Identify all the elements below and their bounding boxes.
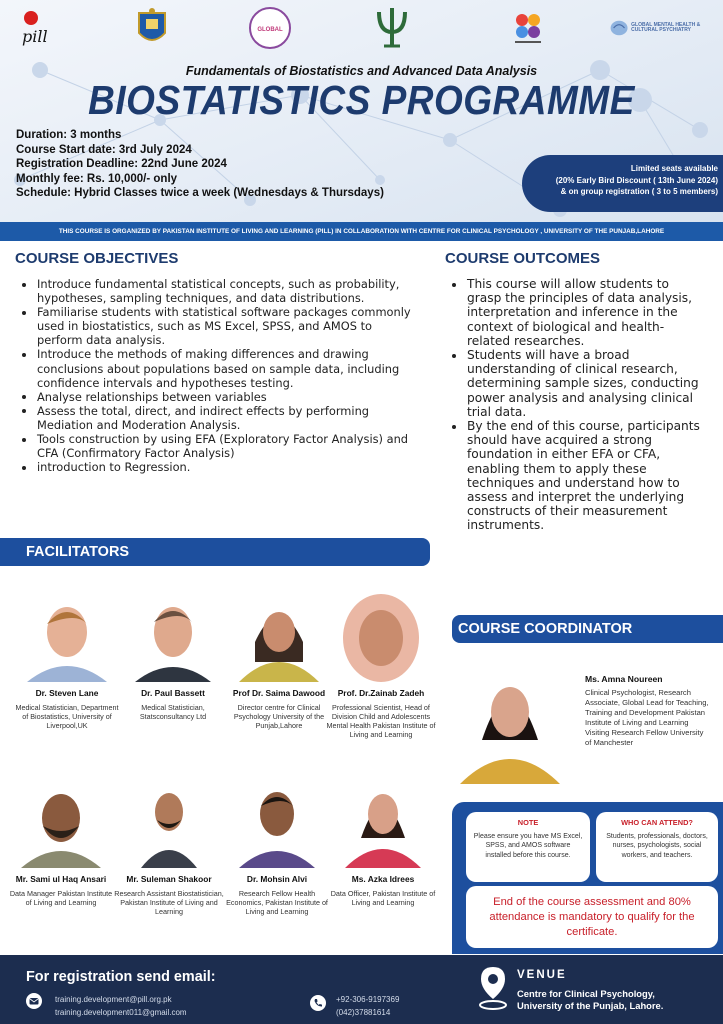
facilitator-photo	[237, 592, 321, 682]
who-can-attend-text: Students, professionals, doctors, nurses, psychologists, social workers, and teachers.	[606, 833, 708, 859]
facilitator-name: Prof. Dr.Zainab Zadeh	[337, 688, 425, 698]
header	[0, 0, 723, 222]
objective-item: Introduce fundamental statistical concepts, such as probability, hypotheses, sampling techniques, and data distributions.	[15, 277, 415, 305]
duration-text: Duration: 3 months	[16, 129, 122, 141]
facilitator-name: Mr. Suleman Shakoor	[126, 874, 212, 884]
facilitator-role: Research Assistant Biostatistician, Pakistan Institute of Living and Learning	[114, 889, 224, 916]
fee-text: Monthly fee: Rs. 10,000/- only	[16, 172, 178, 185]
facilitator-role: Professional Scientist, Head of Division Child and Adolescents Mental Health Pakistan Institute of Living and Learning	[326, 703, 436, 739]
facilitator-photo	[25, 592, 109, 682]
facilitator-role: Data Officer, Pakistan Institute of Living and Learning	[330, 889, 436, 907]
objective-item: Tools construction by using EFA (Exploratory Factor Analysis) and CFA (Confirmatory Factor Analysis)	[15, 432, 415, 460]
punjab-university-logo	[136, 6, 168, 50]
facilitator-photo	[341, 778, 425, 868]
mental-health-logo	[610, 6, 710, 50]
phone-number[interactable]: +92-306-9197369	[336, 995, 400, 1004]
course-subtitle: Fundamentals of Biostatistics and Advanced Data Analysis	[185, 64, 538, 78]
venue-title: VENUE	[517, 969, 567, 981]
coordinator-name: Ms. Amna Noureen	[585, 674, 663, 684]
facilitator-role: Director centre for Clinical Psychology University of the Punjab,Lahore	[233, 703, 325, 730]
coordinator-role: Clinical Psychologist, Research Associate, Global Lead for Teaching, Training and Development Pakistan Institute of Living and Learning Visiting Research Fellow University of Manchester	[585, 688, 709, 748]
facilitator-card	[6, 778, 116, 907]
facilitator-card	[326, 592, 436, 739]
mail-icon	[26, 993, 42, 1009]
facilitator-role: Medical Statistician, Statsconsultancy Ltd	[139, 703, 207, 721]
venue-line: University of the Punjab, Lahore.	[517, 1000, 664, 1011]
facilitator-photo	[339, 592, 423, 682]
facilitator-role: Medical Statistician, Department of Biostatistics, University of Liverpool,UK	[15, 703, 119, 730]
mental-health-logo-text: GLOBAL MENTAL HEALTH & CULTURAL PSYCHIATRY	[631, 21, 701, 33]
deadline-text: Registration Deadline: 22nd June 2024	[16, 158, 227, 170]
facilitator-card	[222, 778, 332, 916]
note-title: NOTE	[517, 818, 539, 827]
course-info	[16, 128, 384, 201]
facilitator-photo	[131, 592, 215, 682]
limited-seats-badge	[522, 155, 723, 212]
facilitator-name: Dr. Steven Lane	[35, 688, 99, 698]
objective-item: Assess the total, direct, and indirect effects by performing Mediation and Moderation Analysis.	[15, 404, 415, 432]
outcomes-title: COURSE OUTCOMES	[445, 250, 601, 267]
seats-line-2: (20% Early Bird Discount ( 13th June 2024) & on group registration ( 3 to 5 members)	[555, 175, 718, 196]
partner-logos	[0, 6, 723, 54]
note-text: Please ensure you have MS Excel, SPSS, and AMOS software installed before this course.	[473, 833, 583, 859]
outcomes-list	[445, 277, 703, 533]
who-can-attend-box	[596, 812, 718, 882]
facilitator-name: Mr. Sami ul Haq Ansari	[15, 874, 107, 884]
outcome-item: Students will have a broad understanding of clinical research, determining sample sizes, conducting power analysis and analysing clinical trial data.	[445, 348, 703, 419]
facilitator-name: Ms. Azka Idrees	[351, 874, 415, 884]
facilitator-name: Dr. Paul Bassett	[141, 688, 205, 698]
facilitator-card	[118, 592, 228, 721]
outcome-item: By the end of this course, participants should have acquired a strong foundation in either EFA or CFA, enabling them to apply these techniques and understand how to assess and interpret the underlying constructs of their measurement instruments.	[445, 419, 703, 533]
schedule-text: Schedule: Hybrid Classes twice a week (Wednesdays & Thursdays)	[16, 187, 384, 199]
ccp-logo	[511, 6, 545, 50]
facilitator-name: Dr. Mohsin Alvi	[246, 874, 308, 884]
phone-number[interactable]: (042)37881614	[336, 1008, 391, 1017]
note-box	[466, 812, 590, 882]
phone-list	[336, 993, 399, 1019]
footer	[0, 955, 723, 1024]
coordinator-photo	[456, 660, 564, 784]
phone-icon	[310, 995, 326, 1011]
objective-item: Introduce the methods of making differences and drawing conclusions about populations based on sample data, including confidence intervals and hypotheses testing.	[15, 347, 415, 389]
facilitator-card	[114, 778, 224, 916]
certificate-notice: End of the course assessment and 80% attendance is mandatory to qualify for the certificate.	[466, 886, 718, 948]
facilitators-title: FACILITATORS	[0, 538, 430, 566]
start-date-text: Course Start date: 3rd July 2024	[16, 143, 192, 156]
venue-address	[517, 988, 663, 1012]
objective-item: Familiarise students with statistical software packages commonly used in biostatistics, such as MS Excel, SPSS, and AMOS to perform data analysis.	[15, 305, 415, 347]
facilitator-name: Prof Dr. Saima Dawood	[232, 688, 326, 698]
facilitator-card	[328, 778, 438, 907]
facilitator-photo	[235, 778, 319, 868]
venue-line: Centre for Clinical Psychology,	[517, 988, 655, 999]
objectives-list	[15, 277, 415, 474]
outcome-item: This course will allow students to grasp the principles of data analysis, interpretation and inference in the context of biological and health-related researches.	[445, 277, 703, 348]
facilitator-role: Data Manager Pakistan Institute of Living and Learning	[9, 889, 113, 907]
email-link[interactable]: training.development@pill.org.pk	[55, 995, 172, 1004]
manchester-global-foundation-logo	[248, 6, 292, 50]
svg-text:GLOBAL: GLOBAL	[257, 27, 283, 33]
facilitator-photo	[19, 778, 103, 868]
psi-logo	[375, 6, 409, 50]
objective-item: Analyse relationships between variables	[15, 390, 415, 404]
page-title: BIOSTATISTICS PROGRAMME	[88, 77, 635, 123]
location-pin-icon	[476, 965, 510, 1013]
email-link[interactable]: training.development011@gmail.com	[55, 1008, 187, 1017]
registration-title: For registration send email:	[26, 969, 216, 985]
objective-item: introduction to Regression.	[15, 460, 415, 474]
facilitator-card	[12, 592, 122, 730]
facilitator-photo	[127, 778, 211, 868]
who-can-attend-title: WHO CAN ATTEND?	[621, 818, 693, 827]
facilitator-card	[224, 592, 334, 730]
pill-logo-text: pill	[22, 27, 48, 46]
pill-logo	[16, 6, 60, 50]
organizer-band: THIS COURSE IS ORGANIZED BY PAKISTAN INSTITUTE OF LIVING AND LEARNING (PILL) IN COLLABORATION WITH CENTRE FOR CLINICAL PSYCHOLOGY , UNIVERSITY OF THE PUNJAB,LAHORE	[0, 222, 723, 241]
email-list	[55, 993, 187, 1019]
facilitator-role: Research Fellow Health Economics, Pakistan Institute of Living and Learning	[226, 889, 328, 916]
seats-line-1: Limited seats available	[630, 164, 718, 173]
objectives-title: COURSE OBJECTIVES	[15, 250, 179, 267]
coordinator-title: COURSE COORDINATOR	[452, 615, 723, 643]
